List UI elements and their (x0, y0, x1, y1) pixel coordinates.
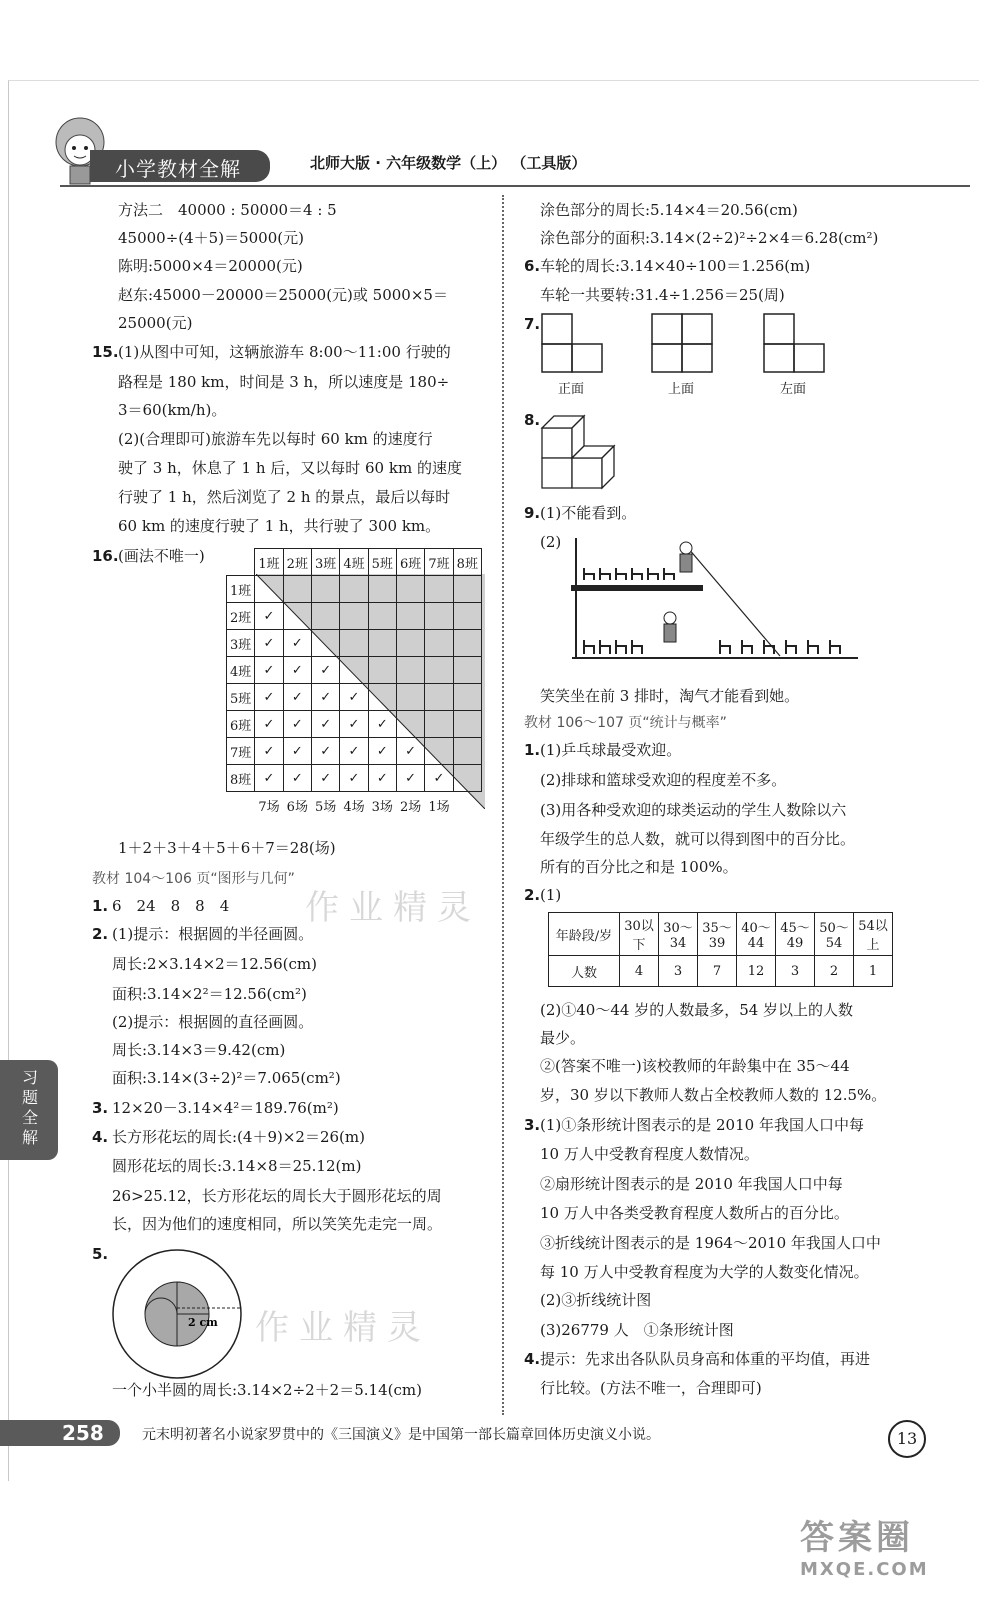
grid-cell (311, 630, 339, 657)
line: 一个小半圆的周长:3.14×2÷2＋2＝5.14(cm) (112, 1381, 422, 1399)
question-number: 2. (92, 925, 109, 943)
question-number: 4. (92, 1128, 109, 1146)
line: 每 10 万人中受教育程度为大学的人数变化情况。 (540, 1263, 869, 1281)
grid-cell (425, 684, 453, 711)
line: 行比较。(方法不唯一，合理即可) (540, 1379, 762, 1397)
question-number: 9. (524, 504, 541, 522)
section-heading: 教材 104～106 页“图形与几何” (92, 871, 295, 887)
grid-cell (425, 603, 453, 630)
grid-cell: ✓ (311, 657, 339, 684)
grid-cell: ✓ (340, 765, 368, 792)
line: 岁，30 岁以下教师人数占全校教师人数的 12.5%。 (540, 1086, 887, 1104)
line: 方法二 40000 : 50000＝4 : 5 (118, 201, 337, 219)
grid-match-count: 6场 (286, 799, 308, 815)
grid-cell (368, 630, 396, 657)
round-robin-table (226, 548, 482, 818)
corner-logo (800, 1510, 929, 1580)
line: (2)提示：根据圆的直径画圆。 (112, 1013, 314, 1031)
three-views-figure (540, 312, 840, 374)
view-label-front: 正面 (558, 382, 585, 397)
grid-match-count: 2场 (399, 799, 422, 815)
line: (1)从图中可知，这辆旅游车 8:00～11:00 行驶的 (118, 343, 451, 361)
grid-cell (311, 576, 339, 603)
grid-cell: ✓ (368, 765, 396, 792)
grid-cell: ✓ (255, 711, 283, 738)
grid-match-count: 7场 (258, 799, 280, 815)
grid-cell: ✓ (340, 684, 368, 711)
grid-cell (396, 657, 424, 684)
grid-col-header: 6班 (396, 549, 424, 576)
column-divider (502, 195, 504, 1415)
line: (1)①条形统计图表示的是 2010 年我国人口中每 (540, 1116, 864, 1134)
grid-cell (255, 576, 283, 603)
grid-row-header: 8班 (227, 765, 255, 792)
grid-cell (453, 684, 481, 711)
line: 驶了 3 h，休息了 1 h 后，又以每时 60 km 的速度 (118, 459, 462, 477)
line: 25000(元) (118, 314, 193, 332)
line: 笑笑坐在前 3 排时，淘气才能看到她。 (540, 687, 800, 705)
grid-cell (396, 603, 424, 630)
grid-cell: ✓ (340, 711, 368, 738)
grid-cell: ✓ (311, 711, 339, 738)
grid-cell (425, 576, 453, 603)
grid-cell (283, 603, 311, 630)
line: (1)提示：根据圆的半径画圆。 (112, 925, 314, 943)
classroom-sightline-figure (570, 534, 860, 664)
grid-cell: ✓ (368, 738, 396, 765)
grid-cell: ✓ (283, 657, 311, 684)
question-number: 1. (92, 897, 109, 915)
line: 长，因为他们的速度相同，所以笑笑先走完一周。 (112, 1215, 443, 1233)
table-cell: 4 (620, 956, 659, 987)
question-number: 2. (524, 886, 541, 904)
line: 3＝60(km/h)。 (118, 401, 227, 419)
grid-match-count: 3场 (371, 799, 393, 815)
grid-cell: ✓ (396, 765, 424, 792)
line: 所有的百分比之和是 100%。 (540, 858, 738, 876)
grid-cell (425, 657, 453, 684)
line: 涂色部分的面积:3.14×(2÷2)²÷2×4＝6.28(cm²) (540, 229, 879, 247)
line: ②扇形统计图表示的是 2010 年我国人口中每 (540, 1175, 843, 1193)
grid-cell (396, 684, 424, 711)
age-distribution-table (548, 912, 893, 987)
grid-col-header: 2班 (283, 549, 311, 576)
view-label-left: 左面 (780, 382, 807, 397)
grid-cell: ✓ (283, 738, 311, 765)
grid-cell: ✓ (255, 738, 283, 765)
section-heading: 教材 106～107 页“统计与概率” (524, 715, 727, 731)
line: 周长:2×3.14×2＝12.56(cm) (112, 955, 317, 973)
table-header-cell: 年龄段/岁 (549, 913, 620, 956)
line: 6 24 8 8 4 (112, 897, 230, 915)
grid-row-header: 4班 (227, 657, 255, 684)
question-number: 3. (92, 1099, 109, 1117)
grid-cell (340, 603, 368, 630)
question-number: 5. (92, 1245, 109, 1263)
grid-col-header: 7班 (425, 549, 453, 576)
grid-cell (368, 603, 396, 630)
grid-cell (425, 630, 453, 657)
grid-match-count: 5场 (315, 799, 337, 815)
line: (3)用各种受欢迎的球类运动的学生人数除以六 (540, 801, 847, 819)
grid-cell: ✓ (340, 738, 368, 765)
grid-cell: ✓ (255, 684, 283, 711)
grid-cell (453, 576, 481, 603)
watermark: 作业精灵 (305, 888, 481, 928)
table-cell: 7 (698, 956, 737, 987)
grid-cell: ✓ (283, 684, 311, 711)
grid-spacer (227, 792, 255, 819)
line: 最少。 (540, 1029, 586, 1047)
corner-logo-sub: MXQE.COM (800, 1559, 929, 1580)
corner-logo-text: 答案圈 (800, 1518, 914, 1558)
line: (2)①40～44 岁的人数最多，54 岁以上的人数 (540, 1001, 854, 1019)
grid-cell (396, 576, 424, 603)
grid-corner-cell (227, 549, 255, 576)
grid-cell (368, 657, 396, 684)
table-header-cell: 30以下 (620, 913, 659, 956)
grid-cell (453, 738, 481, 765)
grid-cell: ✓ (255, 630, 283, 657)
question-number: 7. (524, 315, 541, 333)
grid-cell (425, 738, 453, 765)
round-robin-chart (226, 548, 482, 815)
line: (2) (540, 533, 562, 551)
grid-cell (453, 603, 481, 630)
question-number: 1. (524, 741, 541, 759)
line: 面积:3.14×2²＝12.56(cm²) (112, 985, 307, 1003)
line: ②(答案不唯一)该校教师的年龄集中在 35～44 (540, 1057, 850, 1075)
grid-cell: ✓ (396, 738, 424, 765)
line: 车轮一共要转:31.4÷1.256＝25(周) (540, 286, 785, 304)
grid-col-header: 8班 (453, 549, 481, 576)
line: 周长:3.14×3＝9.42(cm) (112, 1041, 286, 1059)
grid-row-header: 5班 (227, 684, 255, 711)
grid-cell (311, 603, 339, 630)
line: (2)排球和篮球受欢迎的程度差不多。 (540, 771, 787, 789)
grid-cell (425, 711, 453, 738)
line: 涂色部分的周长:5.14×4＝20.56(cm) (540, 201, 798, 219)
line: 12×20－3.14×4²＝189.76(m²) (112, 1099, 339, 1117)
line: 圆形花坛的周长:3.14×8＝25.12(m) (112, 1157, 362, 1175)
grid-cell: ✓ (311, 765, 339, 792)
grid-col-header: 5班 (368, 549, 396, 576)
question-number: 8. (524, 411, 541, 429)
line: ③折线统计图表示的是 1964～2010 年我国人口中 (540, 1234, 881, 1252)
question-number: 16. (92, 547, 119, 565)
grid-cell (453, 630, 481, 657)
line: 行驶了 1 h，然后浏览了 2 h 的景点，最后以每时 (118, 488, 451, 506)
grid-cell: ✓ (311, 684, 339, 711)
view-label-top: 上面 (668, 382, 695, 397)
line: 长方形花坛的周长:(4＋9)×2＝26(m) (112, 1128, 365, 1146)
grid-col-header: 1班 (255, 549, 283, 576)
circle-pinwheel-figure (108, 1248, 246, 1380)
grid-cell: ✓ (255, 765, 283, 792)
grid-row-header: 3班 (227, 630, 255, 657)
grid-col-header: 4班 (340, 549, 368, 576)
circled-number: 13 (888, 1420, 926, 1458)
table-cell: 1 (854, 956, 893, 987)
line: 26>25.12，长方形花坛的周长大于圆形花坛的周 (112, 1187, 442, 1205)
grid-cell: ✓ (283, 711, 311, 738)
grid-cell (368, 576, 396, 603)
table-cell: 2 (815, 956, 854, 987)
line: 10 万人中各类受教育程度人数所占的百分比。 (540, 1204, 849, 1222)
grid-cell: ✓ (255, 603, 283, 630)
line: 45000÷(4＋5)＝5000(元) (118, 229, 304, 247)
grid-match-count: 1场 (428, 799, 450, 815)
grid-cell: ✓ (255, 657, 283, 684)
line: 车轮的周长:3.14×40÷100＝1.256(m) (540, 257, 811, 275)
table-header-cell: 35～39 (698, 913, 737, 956)
grid-cell (453, 765, 481, 792)
grid-cell: ✓ (368, 711, 396, 738)
table-cell: 12 (737, 956, 776, 987)
line: (2)③折线统计图 (540, 1291, 652, 1309)
line: (1) (540, 886, 562, 904)
line: (1)乒乓球最受欢迎。 (540, 741, 682, 759)
line: 1＋2＋3＋4＋5＋6＋7＝28(场) (118, 839, 336, 857)
grid-row-header: 2班 (227, 603, 255, 630)
grid-col-header: 3班 (311, 549, 339, 576)
line: 路程是 180 km，时间是 3 h，所以速度是 180÷ (118, 373, 450, 391)
question-number: 6. (524, 257, 541, 275)
line: (画法不唯一) (118, 547, 205, 565)
grid-cell (396, 711, 424, 738)
grid-cell (283, 576, 311, 603)
table-cell: 3 (776, 956, 815, 987)
line: (3)26779 人 ①条形统计图 (540, 1321, 734, 1339)
grid-row-header: 6班 (227, 711, 255, 738)
header-rule (60, 185, 970, 187)
grid-cell (340, 657, 368, 684)
line: 面积:3.14×(3÷2)²＝7.065(cm²) (112, 1069, 341, 1087)
table-header-cell: 30～34 (659, 913, 698, 956)
line: 陈明:5000×4＝20000(元) (118, 257, 303, 275)
book-edition: 北师大版 · 六年级数学（上） （工具版） (310, 154, 587, 172)
grid-cell: ✓ (311, 738, 339, 765)
page-number: 258 (62, 1421, 104, 1445)
question-number: 4. (524, 1350, 541, 1368)
table-header-cell: 45～49 (776, 913, 815, 956)
table-header-cell: 40～44 (737, 913, 776, 956)
grid-cell (368, 684, 396, 711)
grid-match-count: 4场 (343, 799, 365, 815)
footer-note: 元末明初著名小说家罗贯中的《三国演义》是中国第一部长篇章回体历史演义小说。 (142, 1427, 660, 1443)
radius-label: 2 cm (188, 1316, 218, 1329)
table-cell: 3 (659, 956, 698, 987)
line: (2)(合理即可)旅游车先以每时 60 km 的速度行 (118, 430, 433, 448)
grid-cell (453, 711, 481, 738)
grid-cell (340, 630, 368, 657)
grid-cell (340, 576, 368, 603)
cube-stack-figure (540, 408, 616, 492)
table-row-label: 人数 (549, 956, 620, 987)
line: (1)不能看到。 (540, 504, 637, 522)
grid-cell: ✓ (283, 630, 311, 657)
line: 年级学生的总人数，就可以得到图中的百分比。 (540, 830, 856, 848)
grid-cell: ✓ (425, 765, 453, 792)
watermark: 作业精灵 (255, 1308, 431, 1348)
table-header-cell: 50～54 (815, 913, 854, 956)
grid-row-header: 1班 (227, 576, 255, 603)
grid-cell (396, 630, 424, 657)
line: 赵东:45000－20000＝25000(元)或 5000×5＝ (118, 286, 448, 304)
line: 10 万人中受教育程度人数情况。 (540, 1145, 759, 1163)
line: 60 km 的速度行驶了 1 h，共行驶了 300 km。 (118, 517, 441, 535)
grid-cell: ✓ (283, 765, 311, 792)
side-tab-label: 习题全解 (22, 1068, 39, 1147)
line: 提示：先求出各队队员身高和体重的平均值，再进 (540, 1350, 871, 1368)
question-number: 15. (92, 343, 119, 361)
table-header-cell: 54以上 (854, 913, 893, 956)
grid-cell (453, 657, 481, 684)
grid-row-header: 7班 (227, 738, 255, 765)
brand-title: 小学教材全解 (115, 157, 241, 181)
question-number: 3. (524, 1116, 541, 1134)
